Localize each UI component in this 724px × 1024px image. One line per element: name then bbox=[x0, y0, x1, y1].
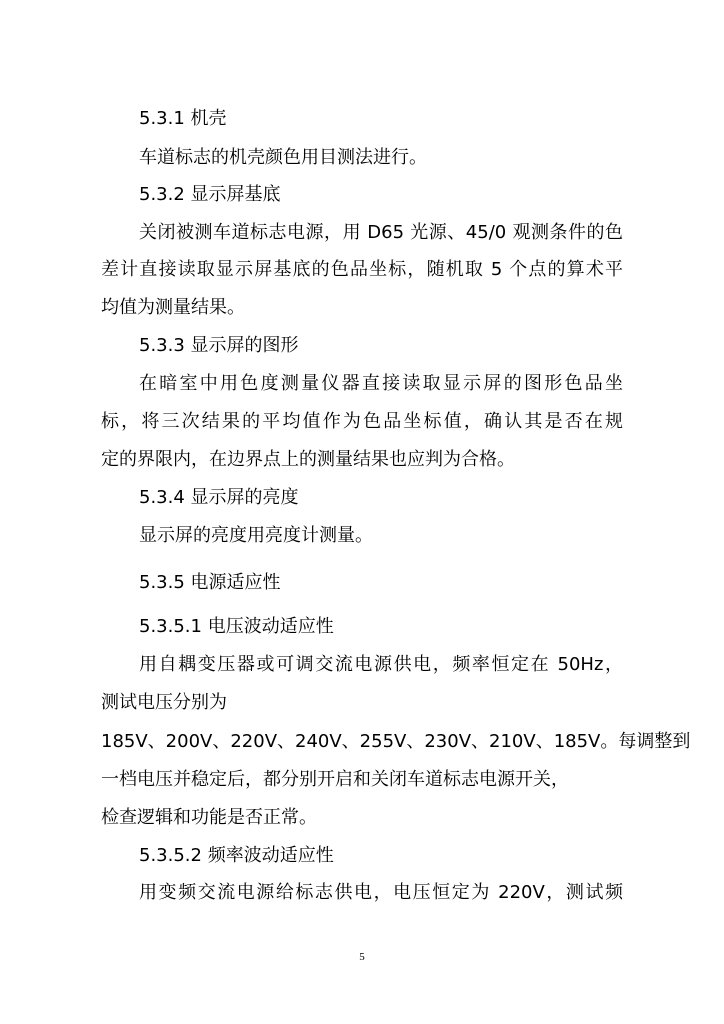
paragraph-line: 车道标志的机壳颜色用目测法进行。 bbox=[139, 147, 427, 168]
paragraph-line: 显示屏的亮度用亮度计测量。 bbox=[139, 525, 373, 546]
heading-5-3-4: 5.3.4 显示屏的亮度 bbox=[139, 487, 299, 508]
heading-5-3-2: 5.3.2 显示屏基底 bbox=[139, 184, 281, 205]
paragraph-line: 关闭被测车道标志电源，用 D65 光源、45/0 观测条件的色 bbox=[139, 222, 623, 243]
paragraph-line: 185V、200V、220V、240V、255V、230V、210V、185V。每调整到 bbox=[101, 731, 691, 752]
heading-5-3-3: 5.3.3 显示屏的图形 bbox=[139, 335, 299, 356]
paragraph-line: 一档电压并稳定后，都分别开启和关闭车道标志电源开关， bbox=[101, 769, 569, 790]
paragraph-line: 用变频交流电源给标志供电，电压恒定为 220V，测试频 bbox=[139, 882, 623, 903]
page-number: 5 bbox=[359, 951, 365, 963]
paragraph-line: 标，将三次结果的平均值作为色品坐标值，确认其是否在规 bbox=[101, 411, 623, 432]
paragraph-line: 用自耦变压器或可调交流电源供电，频率恒定在 50Hz， bbox=[139, 654, 623, 675]
heading-5-3-5-1: 5.3.5.1 电压波动适应性 bbox=[139, 616, 334, 637]
heading-5-3-1: 5.3.1 机壳 bbox=[139, 108, 227, 129]
paragraph-line: 定的界限内，在边界点上的测量结果也应判为合格。 bbox=[101, 449, 515, 470]
paragraph-line: 检查逻辑和功能是否正常。 bbox=[101, 807, 317, 828]
paragraph-line: 均值为测量结果。 bbox=[101, 297, 245, 318]
heading-5-3-5: 5.3.5 电源适应性 bbox=[139, 572, 281, 593]
heading-5-3-5-2: 5.3.5.2 频率波动适应性 bbox=[139, 845, 334, 866]
paragraph-line: 差计直接读取显示屏基底的色品坐标，随机取 5 个点的算术平 bbox=[101, 259, 623, 280]
paragraph-line: 测试电压分别为 bbox=[101, 692, 227, 713]
paragraph-line: 在暗室中用色度测量仪器直接读取显示屏的图形色品坐 bbox=[139, 373, 623, 394]
